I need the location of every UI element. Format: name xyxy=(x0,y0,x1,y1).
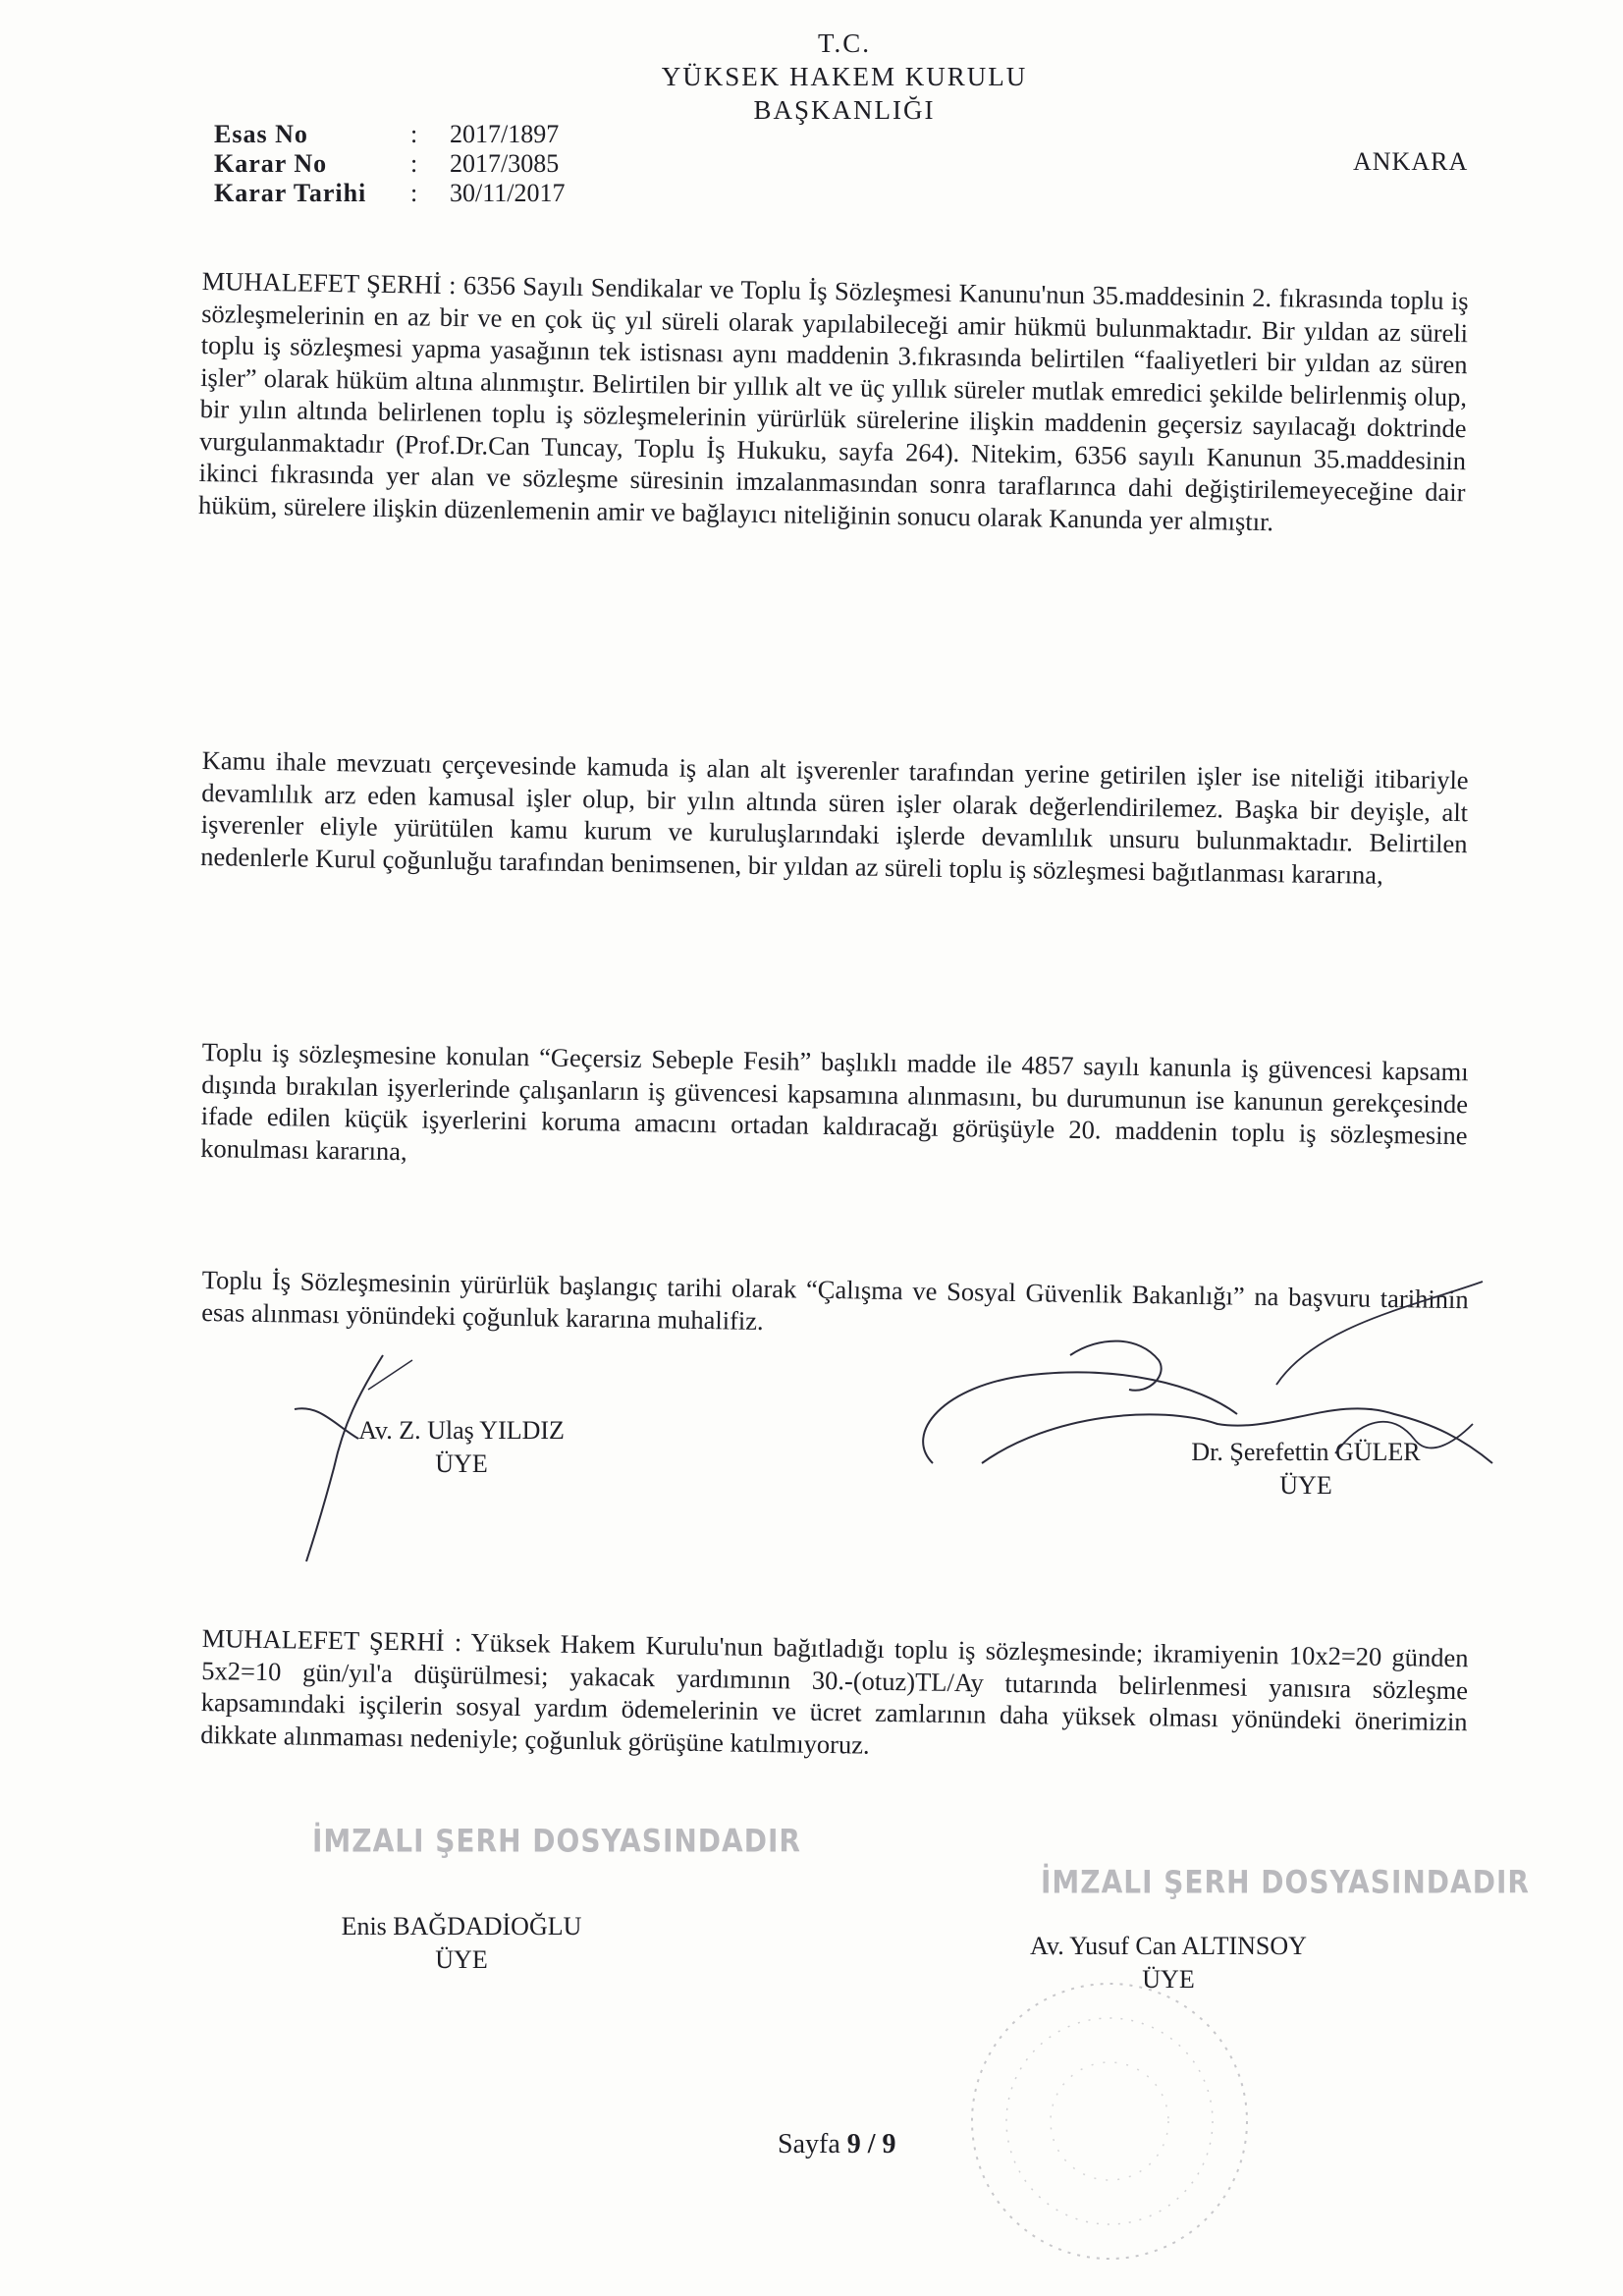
official-seal xyxy=(943,1964,1276,2278)
header-department: BAŞKANLIĞI xyxy=(753,95,936,125)
dissent-paragraph-4: Toplu İş Sözleşmesinin yürürlük başlangıç tarihi olarak “Çalışma ve Sosyal Güvenlik Bakanlığı” na başvuru tarihinin esas alınması yönündeki çoğunluk kararına muhalifiz. xyxy=(201,1264,1469,1336)
dissent-2-paragraph: MUHALEFET ŞERHİ : Yüksek Hakem Kurulu'nun bağıtladığı toplu iş sözleşmesinde; ikramiyenin 10x2=20 günden 5x2=10 gün/yıl'a düşürülmesi; yakacak yardımının 30.-(otuz)TL/Ay tutarında belirlenmesi yanısıra sözleşme kapsamındaki işçilerin sosyal yardım ödemelerinin ve ücret zamlarının daha yüksek olması yönündeki önerimizin dikkate alınmaması nedeniyle; çoğunluk görüşüne katılmıyoruz. xyxy=(199,1622,1469,1760)
signer-name: Av. Z. Ulaş YILDIZ xyxy=(358,1416,565,1445)
meta-sep: : xyxy=(410,120,418,148)
signer-role: ÜYE xyxy=(435,1945,488,1974)
meta-label: Esas No xyxy=(214,120,308,148)
header-city: ANKARA xyxy=(1353,147,1469,176)
case-meta xyxy=(214,120,565,208)
signed-dissent-stamp-left: İMZALI ŞERH DOSYASINDADIR xyxy=(312,1822,801,1860)
signer-role: ÜYE xyxy=(1142,1965,1195,1994)
meta-sep: : xyxy=(410,149,418,178)
meta-value: 2017/1897 xyxy=(450,120,560,148)
page-value: 9 / 9 xyxy=(846,2129,896,2159)
meta-label: Karar No xyxy=(214,149,328,178)
header-institution: YÜKSEK HAKEM KURULU xyxy=(661,62,1028,91)
dissent-paragraph-1: MUHALEFET ŞERHİ : 6356 Sayılı Sendikalar ve Toplu İş Sözleşmesi Kanunu'nun 35.maddesinin 2. fıkrasında toplu iş sözleşmelerinin en az bir ve en çok üç yıl süreli olarak yapılabileceği amir hükmü bulunmaktadır. Bir yıldan az süreli toplu iş sözleşmesi yapma yasağının tek istisnası aynı maddenin 3.fıkrasında belirtilen “faaliyetleri bir yıldan az süren işler” olarak hüküm altına alınmıştır. Belirtilen bir yıllık alt ve üç yıllık süreler mutlak emredici şekilde belirlenmiş olup, bir yılın altında belirlenen toplu iş sözleşmelerinin yürürlük sürelerine ilişkin maddenin geçersiz sayılacağı doktrinde vurgulanmaktadır (Prof.Dr.Can Tuncay, Toplu İş Hukuku, sayfa 264). Nitekim, 6356 sayılı Kanunun 35.maddesinin ikinci fıkrasında yer alan ve sözleşme süresinin imzalanmasından sonra taraflarınca dahi değiştirilemeyeceğine dair hüküm, sürelere ilişkin düzenlemenin amir ve bağlayıcı niteliğinin sonucu olarak Kanunda yer almıştır. xyxy=(197,265,1469,536)
handwritten-signature-left xyxy=(265,1350,432,1576)
meta-value: 2017/3085 xyxy=(450,149,560,178)
signer-name: Dr. Şerefettin GÜLER xyxy=(1191,1438,1421,1466)
header-tc: T.C. xyxy=(818,28,871,58)
meta-label: Karar Tarihi xyxy=(214,179,367,207)
page-label: Sayfa xyxy=(778,2129,840,2159)
signer-name: Enis BAĞDADİOĞLU xyxy=(341,1912,582,1941)
dissent-paragraph-3: Toplu iş sözleşmesine konulan “Geçersiz Sebeple Fesih” başlıklı madde ile 4857 sayılı kanunla iş güvencesi kapsamı dışında bırakılan işyerlerinde çalışanların iş güvencesi kapsamına alınmasını, bu durumunun ise kanunun gerekçesinde ifade edilen küçük işyerlerini koruma amacını ortadan kaldıracağı görüşüyle 20. maddenin toplu iş sözleşmesine konulması kararına, xyxy=(199,1036,1469,1166)
meta-row-tarih xyxy=(214,179,565,208)
signer-role: ÜYE xyxy=(1279,1471,1332,1500)
handwritten-signature-right xyxy=(903,1267,1542,1493)
meta-row-karar xyxy=(214,149,565,179)
meta-value: 30/11/2017 xyxy=(450,179,566,207)
signer-name: Av. Yusuf Can ALTINSOY xyxy=(1030,1932,1307,1960)
meta-sep: : xyxy=(410,179,418,207)
signed-dissent-stamp-right: İMZALI ŞERH DOSYASINDADIR xyxy=(1041,1863,1530,1901)
meta-row-esas xyxy=(214,120,565,149)
dissent-paragraph-2: Kamu ihale mevzuatı çerçevesinde kamuda iş alan alt işverenler tarafından yerine getirilen işler ise niteliği itibariyle devamlılık arz eden kamusal işler olup, bir yılın altında süren işler olarak değerlendirilemez. Başka bir deyişle, alt işverenler eliyle yürütülen kamu kurum ve kuruluşlarındaki işlerde devamlılık unsuru bulunmaktadır. Belirtilen nedenlerle Kurul çoğunluğu tarafından benimsenen, bir yıldan az süreli toplu iş sözleşmesi bağıtlanması kararına, xyxy=(199,744,1469,890)
signer-role: ÜYE xyxy=(435,1449,488,1478)
page-number xyxy=(778,2129,896,2160)
signature-left-2 xyxy=(275,1910,648,1977)
